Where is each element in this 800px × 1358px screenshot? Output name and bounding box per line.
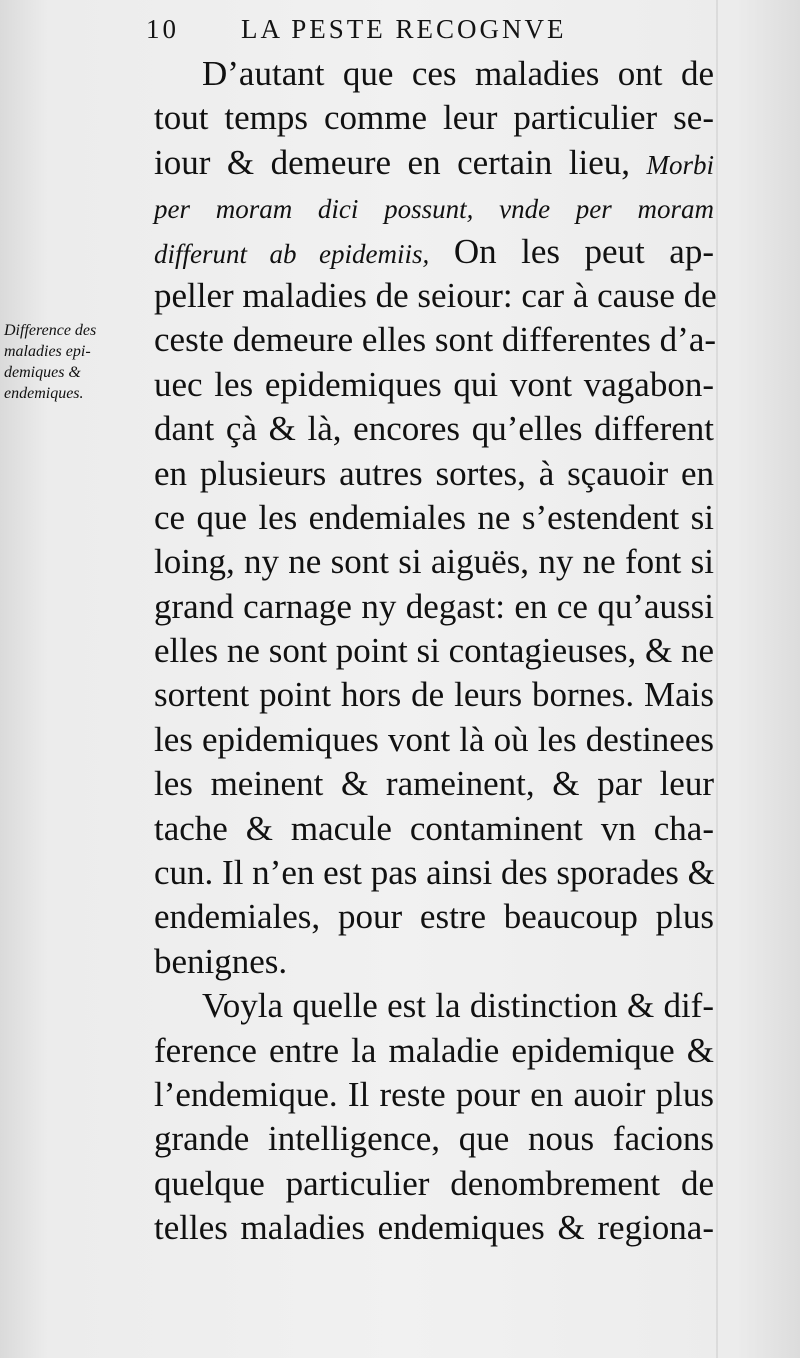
text-line: ceste demeure elles sont differentes d’a- xyxy=(154,320,717,360)
latin-text: per moram dici possunt, vnde per moram xyxy=(154,194,714,225)
text-line: Voyla quelle est la distinction & dif- xyxy=(202,986,714,1026)
text-line: tache & macule contaminent vn cha- xyxy=(154,808,714,848)
text-line: en plusieurs autres sortes, à sçauoir en xyxy=(154,453,714,493)
text-line: ce que les endemiales ne s’estendent si xyxy=(154,497,714,537)
text-line: telles maladies endemiques & regiona- xyxy=(154,1208,714,1248)
running-title: LA PESTE RECOGNVE xyxy=(241,14,567,44)
text-line: loing, ny ne sont si aiguës, ny ne font si xyxy=(154,542,714,582)
text-line xyxy=(154,141,714,185)
text-line: tout temps comme leur particulier se- xyxy=(154,98,714,138)
running-header xyxy=(146,14,746,45)
text-line: les meinent & rameinent, & par leur xyxy=(154,764,714,804)
text-line: les epidemiques vont là où les destinees xyxy=(154,719,714,759)
text-line: grand carnage ny degast: en ce qu’aussi xyxy=(154,586,714,626)
text-line: peller maladies de seiour: car à cause de xyxy=(154,275,717,315)
page-fold-shadow xyxy=(716,0,718,1358)
text-line: endemiales, pour estre beaucoup plus xyxy=(154,897,714,937)
margin-note-line: demiques & xyxy=(4,364,81,381)
text-line: ference entre la maladie epidemique & xyxy=(154,1030,714,1070)
text-line: elles ne sont point si contagieuses, & ne xyxy=(154,631,714,671)
margin-note-line: Difference des xyxy=(4,322,97,339)
latin-text: differunt ab epidemiis, xyxy=(154,238,430,269)
text-line: cun. Il n’en est pas ainsi des sporades & xyxy=(154,853,715,893)
text-line: l’endemique. Il reste pour en auoir plus xyxy=(154,1074,714,1114)
text-line: benignes. xyxy=(154,941,288,981)
text-line: quelque particulier denombrement de xyxy=(154,1163,714,1203)
text-line xyxy=(154,230,714,274)
latin-text: Morbi xyxy=(646,149,715,180)
text-line: dant çà & là, encores qu’elles different xyxy=(154,409,714,449)
margin-note xyxy=(4,320,148,404)
text-segment: On les peut ap- xyxy=(453,231,714,271)
text-line: sortent point hors de leurs bornes. Mais xyxy=(154,675,714,715)
page-number: 10 xyxy=(146,14,179,44)
text-line: D’autant que ces maladies ont de xyxy=(202,54,714,93)
text-line xyxy=(154,185,714,229)
text-line: grande intelligence, que nous facions xyxy=(154,1119,714,1159)
text-segment: iour & demeure en certain lieu, xyxy=(154,142,631,182)
margin-note-line: maladies epi- xyxy=(4,343,91,360)
margin-note-line: endemiques. xyxy=(4,385,84,402)
body-text xyxy=(154,52,717,1251)
text-line: uec les epidemiques qui vont vagabon- xyxy=(154,364,714,404)
